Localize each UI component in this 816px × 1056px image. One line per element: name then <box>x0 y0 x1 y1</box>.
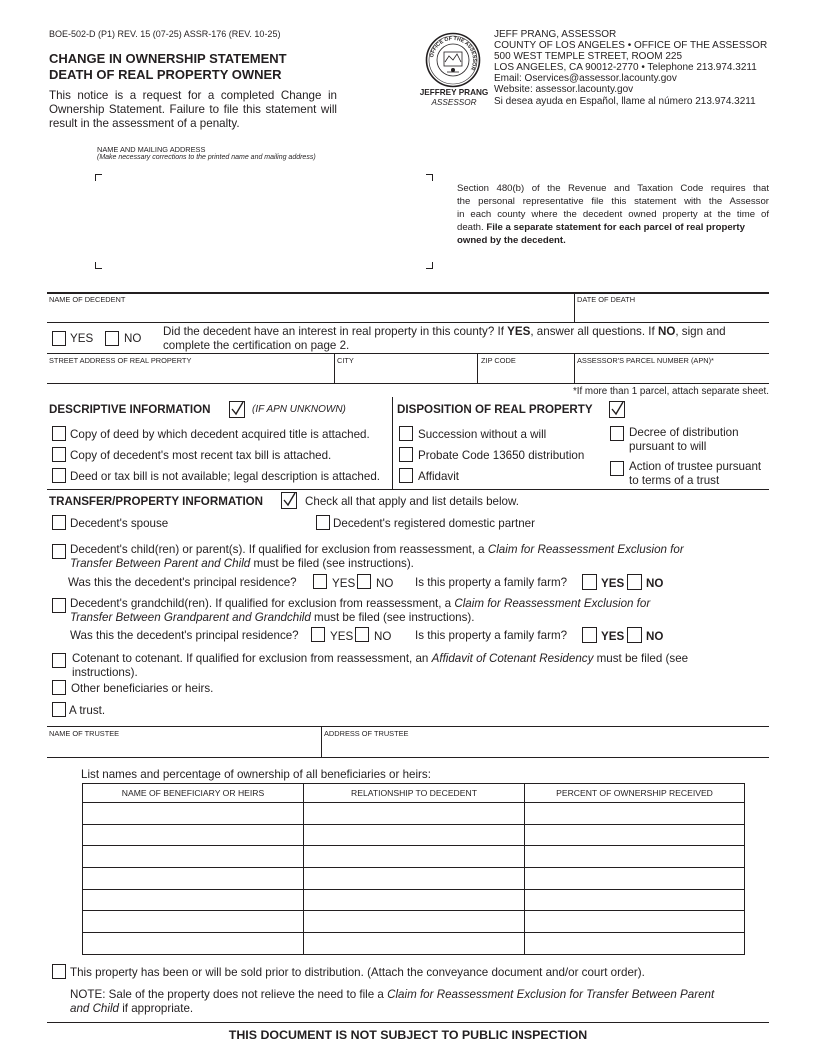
divider <box>47 1022 769 1023</box>
cotenant-line1b: Affidavit of Cotenant Residency <box>431 652 594 665</box>
beneficiary-name-cell[interactable] <box>83 846 304 868</box>
address-of-trustee-label: ADDRESS OF TRUSTEE <box>324 729 409 738</box>
form-title-line2: DEATH OF REAL PROPERTY OWNER <box>49 67 282 82</box>
col-header-name: NAME OF BENEFICIARY OR HEIRS <box>83 784 304 803</box>
beneficiary-name-cell[interactable] <box>83 868 304 890</box>
street-address-label: STREET ADDRESS OF REAL PROPERTY <box>49 356 192 365</box>
trustee-action-checkbox[interactable] <box>610 461 624 476</box>
office-spanish-help: Si desea ayuda en Español, llame al número 213.974.3211 <box>494 95 756 107</box>
cotenant-line1a: Cotenant to cotenant. If qualified for exclusion from reassessment, an <box>72 652 432 665</box>
table-row <box>83 846 745 868</box>
cotenant-label <box>72 652 688 680</box>
child-parent-label <box>70 543 684 571</box>
child-farm-no-checkbox[interactable] <box>627 574 642 590</box>
child-farm-no-label: NO <box>646 577 664 590</box>
date-of-death-input[interactable] <box>575 292 769 322</box>
corner-mark <box>426 262 433 269</box>
child-residence-no-checkbox[interactable] <box>357 574 371 589</box>
section480-line4-bold: File a separate statement for each parcel of real property <box>486 222 745 234</box>
col-header-percent: PERCENT OF OWNERSHIP RECEIVED <box>525 784 745 803</box>
footer-notice: THIS DOCUMENT IS NOT SUBJECT TO PUBLIC INSPECTION <box>228 1028 588 1042</box>
office-email[interactable]: Email: Oservices@assessor.lacounty.gov <box>494 73 677 85</box>
deed-attached-checkbox[interactable] <box>52 426 66 441</box>
office-website[interactable]: Website: assessor.lacounty.gov <box>494 84 634 96</box>
family-farm-question: Is this property a family farm? <box>415 576 568 589</box>
assessor-seal <box>425 32 481 88</box>
apn-note: *If more than 1 parcel, attach separate sheet. <box>572 386 769 397</box>
beneficiary-name-cell[interactable] <box>83 889 304 911</box>
decree-line1: Decree of distribution <box>629 426 739 439</box>
percent-cell[interactable] <box>525 911 745 933</box>
table-header-row <box>83 784 745 803</box>
grand-farm-yes-checkbox[interactable] <box>582 627 597 643</box>
form-number: BOE-502-D (P1) REV. 15 (07-25) ASSR-176 (REV. 10-25) <box>49 29 281 39</box>
child-line2b: must be filed (see instructions). <box>250 557 414 570</box>
other-heirs-label: Other beneficiaries or heirs. <box>71 682 214 695</box>
zip-code-input[interactable] <box>478 353 574 383</box>
child-farm-yes-checkbox[interactable] <box>582 574 597 590</box>
percent-cell[interactable] <box>525 846 745 868</box>
cotenant-line2: instructions). <box>72 666 138 679</box>
grand-line1b: Claim for Reassessment Exclusion for <box>454 597 651 610</box>
q-yes: YES <box>507 325 531 338</box>
other-heirs-checkbox[interactable] <box>52 680 66 695</box>
relationship-cell[interactable] <box>304 933 525 955</box>
child-line1a: Decedent's child(ren) or parent(s). If qualified for exclusion from reassessment, a <box>70 543 488 556</box>
trust-label: A trust. <box>69 704 106 717</box>
interest-yes-label: YES <box>70 332 94 345</box>
child-farm-yes-label: YES <box>601 577 625 590</box>
domestic-partner-label: Decedent's registered domestic partner <box>333 517 535 530</box>
spouse-checkbox[interactable] <box>52 515 66 530</box>
relationship-cell[interactable] <box>304 803 525 825</box>
relationship-cell[interactable] <box>304 824 525 846</box>
mailing-address-hint: (Make necessary corrections to the printed name and mailing address) <box>97 154 316 161</box>
seal-title: ASSESSOR <box>431 98 477 107</box>
transfer-heading: TRANSFER/PROPERTY INFORMATION <box>49 495 264 508</box>
beneficiary-name-cell[interactable] <box>83 803 304 825</box>
succession-checkbox[interactable] <box>399 426 413 441</box>
percent-cell[interactable] <box>525 868 745 890</box>
interest-question <box>163 325 726 339</box>
beneficiaries-table <box>82 783 745 955</box>
check-icon <box>281 492 297 509</box>
section480-line5: owned by the decedent. <box>457 235 566 247</box>
assessor-office-info <box>494 29 767 107</box>
corner-mark <box>95 174 102 181</box>
percent-cell[interactable] <box>525 933 745 955</box>
grand-farm-no-label: NO <box>646 630 664 643</box>
name-of-decedent-label: NAME OF DECEDENT <box>49 295 126 304</box>
child-residence-no-label: NO <box>376 577 394 590</box>
date-of-death-label: DATE OF DEATH <box>577 295 636 304</box>
note-part1: NOTE: Sale of the property does not relieve the need to file a <box>70 988 388 1001</box>
grand-residence-yes-checkbox[interactable] <box>311 627 325 642</box>
check-icon <box>609 401 625 418</box>
zip-code-label: ZIP CODE <box>481 356 516 365</box>
transfer-instruction: Check all that apply and list details below. <box>305 495 519 508</box>
note-part3: and Child <box>70 1002 119 1015</box>
trust-checkbox[interactable] <box>52 702 66 717</box>
interest-no-label: NO <box>124 332 142 345</box>
penalty-notice <box>49 89 337 131</box>
relationship-cell[interactable] <box>304 868 525 890</box>
corner-mark <box>95 262 102 269</box>
child-residence-yes-checkbox[interactable] <box>313 574 327 589</box>
beneficiaries-intro: List names and percentage of ownership of all beneficiaries or heirs: <box>81 768 431 781</box>
table-row <box>83 889 745 911</box>
divider <box>47 383 769 384</box>
family-farm-question: Is this property a family farm? <box>415 629 568 642</box>
grand-farm-yes-label: YES <box>601 630 625 643</box>
sale-note <box>70 988 714 1016</box>
divider <box>47 322 769 323</box>
office-line2: COUNTY OF LOS ANGELES • OFFICE OF THE ASSESSOR <box>494 40 768 52</box>
q-no: NO <box>657 325 676 338</box>
q-part1: Did the decedent have an interest in real property in this county? If <box>163 325 508 338</box>
child-residence-yes-label: YES <box>332 577 356 590</box>
affidavit-checkbox[interactable] <box>399 468 413 483</box>
table-row <box>83 824 745 846</box>
section480-line2: the personal representative file this statement with the Assessor <box>457 196 769 208</box>
notice-line1: This notice is a request for a completed Change in <box>49 89 337 102</box>
decree-checkbox[interactable] <box>610 426 624 441</box>
seal-ring-text: OFFICE OF THE ASSESSOR <box>429 35 478 72</box>
note-part4: if appropriate. <box>119 1002 194 1015</box>
grandchild-checkbox[interactable] <box>52 598 66 613</box>
divider <box>47 757 769 758</box>
table-row <box>83 933 745 955</box>
percent-cell[interactable] <box>525 803 745 825</box>
mailing-address-field[interactable] <box>95 174 435 269</box>
q-part3: , sign and <box>675 325 726 338</box>
beneficiary-name-cell[interactable] <box>83 824 304 846</box>
child-line2a: Transfer Between Parent and Child <box>70 557 251 570</box>
spouse-label: Decedent's spouse <box>70 517 169 530</box>
notice-line3: result in the assessment of a penalty. <box>49 117 240 130</box>
relationship-cell[interactable] <box>304 911 525 933</box>
beneficiary-name-cell[interactable] <box>83 933 304 955</box>
table-row <box>83 868 745 890</box>
sold-prior-label: This property has been or will be sold prior to distribution. (Attach the conveyance document and/or court order). <box>70 966 645 979</box>
interest-no-checkbox[interactable] <box>105 331 119 346</box>
street-address-input[interactable] <box>47 353 334 383</box>
notice-line2: Ownership Statement. Failure to file this statement will <box>49 103 337 116</box>
table-row <box>83 911 745 933</box>
succession-label: Succession without a will <box>418 428 547 441</box>
sold-prior-checkbox[interactable] <box>52 964 66 979</box>
cotenant-checkbox[interactable] <box>52 653 66 668</box>
apn-unknown-note: (IF APN UNKNOWN) <box>252 404 346 415</box>
mailing-address-label: NAME AND MAILING ADDRESS <box>97 145 206 154</box>
grand-line2b: must be filed (see instructions). <box>310 611 475 624</box>
grand-residence-yes-label: YES <box>330 630 354 643</box>
tax-bill-attached-checkbox[interactable] <box>52 447 66 462</box>
check-icon <box>229 401 245 418</box>
decree-label <box>629 426 739 454</box>
beneficiary-name-cell[interactable] <box>83 911 304 933</box>
legal-description-label: Deed or tax bill is not available; legal description is attached. <box>70 470 380 483</box>
principal-residence-question: Was this the decedent's principal residence? <box>68 576 297 589</box>
grandchild-label <box>70 597 650 625</box>
grand-residence-no-checkbox[interactable] <box>355 627 369 642</box>
section-480-notice <box>457 182 769 247</box>
section480-line3: in each county where the decedent owned property at the time of <box>457 209 769 221</box>
apn-label: ASSESSOR'S PARCEL NUMBER (APN)* <box>577 356 714 365</box>
grand-residence-no-label: NO <box>374 630 392 643</box>
trustee-action-line2: to terms of a trust <box>629 474 720 487</box>
name-of-trustee-label: NAME OF TRUSTEE <box>49 729 120 738</box>
divider <box>47 489 769 490</box>
disposition-heading: DISPOSITION OF REAL PROPERTY <box>397 403 593 416</box>
apn-input[interactable] <box>575 353 769 383</box>
deed-attached-label: Copy of deed by which decedent acquired title is attached. <box>70 428 370 441</box>
cotenant-line1c: must be filed (see <box>593 652 689 665</box>
percent-cell[interactable] <box>525 824 745 846</box>
probate-label: Probate Code 13650 distribution <box>418 449 585 462</box>
tax-bill-attached-label: Copy of decedent's most recent tax bill is attached. <box>70 449 332 462</box>
name-of-decedent-input[interactable] <box>47 292 574 322</box>
office-line4: LOS ANGELES, CA 90012-2770 • Telephone 213.974.3211 <box>494 62 757 74</box>
grand-line1a: Decedent's grandchild(ren). If qualified for exclusion from reassessment, a <box>70 597 455 610</box>
name-of-trustee-input[interactable] <box>47 726 321 757</box>
interest-yes-checkbox[interactable] <box>52 331 66 346</box>
trustee-action-line1: Action of trustee pursuant <box>629 460 762 473</box>
decree-line2: pursuant to will <box>629 440 707 453</box>
probate-checkbox[interactable] <box>399 447 413 462</box>
child-parent-checkbox[interactable] <box>52 544 66 559</box>
corner-mark <box>426 174 433 181</box>
relationship-cell[interactable] <box>304 846 525 868</box>
domestic-partner-checkbox[interactable] <box>316 515 330 530</box>
divider <box>392 397 393 490</box>
section480-line1: Section 480(b) of the Revenue and Taxation Code requires that <box>457 183 769 194</box>
affidavit-label: Affidavit <box>418 470 460 483</box>
col-header-relationship: RELATIONSHIP TO DECEDENT <box>304 784 525 803</box>
grand-line2a: Transfer Between Grandparent and Grandchild <box>70 611 311 624</box>
grand-farm-no-checkbox[interactable] <box>627 627 642 643</box>
note-part2: Claim for Reassessment Exclusion for Transfer Between Parent <box>387 988 715 1001</box>
office-line1: JEFF PRANG, ASSESSOR <box>494 29 617 40</box>
child-line1b: Claim for Reassessment Exclusion for <box>487 543 684 556</box>
address-of-trustee-input[interactable] <box>322 726 769 757</box>
trustee-action-label <box>629 460 761 488</box>
city-label: CITY <box>337 356 354 365</box>
descriptive-heading: DESCRIPTIVE INFORMATION <box>49 403 211 416</box>
legal-description-checkbox[interactable] <box>52 468 66 483</box>
office-line3: 500 WEST TEMPLE STREET, ROOM 225 <box>494 51 683 63</box>
city-input[interactable] <box>335 353 477 383</box>
percent-cell[interactable] <box>525 889 745 911</box>
principal-residence-question: Was this the decedent's principal residence? <box>70 629 299 642</box>
interest-question-line2: complete the certification on page 2. <box>163 339 350 352</box>
seal-name: JEFFREY PRANG <box>419 88 489 97</box>
q-part2: , answer all questions. If <box>530 325 658 338</box>
form-title-line1: CHANGE IN OWNERSHIP STATEMENT <box>49 51 287 66</box>
relationship-cell[interactable] <box>304 889 525 911</box>
section480-line4: death. <box>457 222 487 234</box>
table-row <box>83 803 745 825</box>
